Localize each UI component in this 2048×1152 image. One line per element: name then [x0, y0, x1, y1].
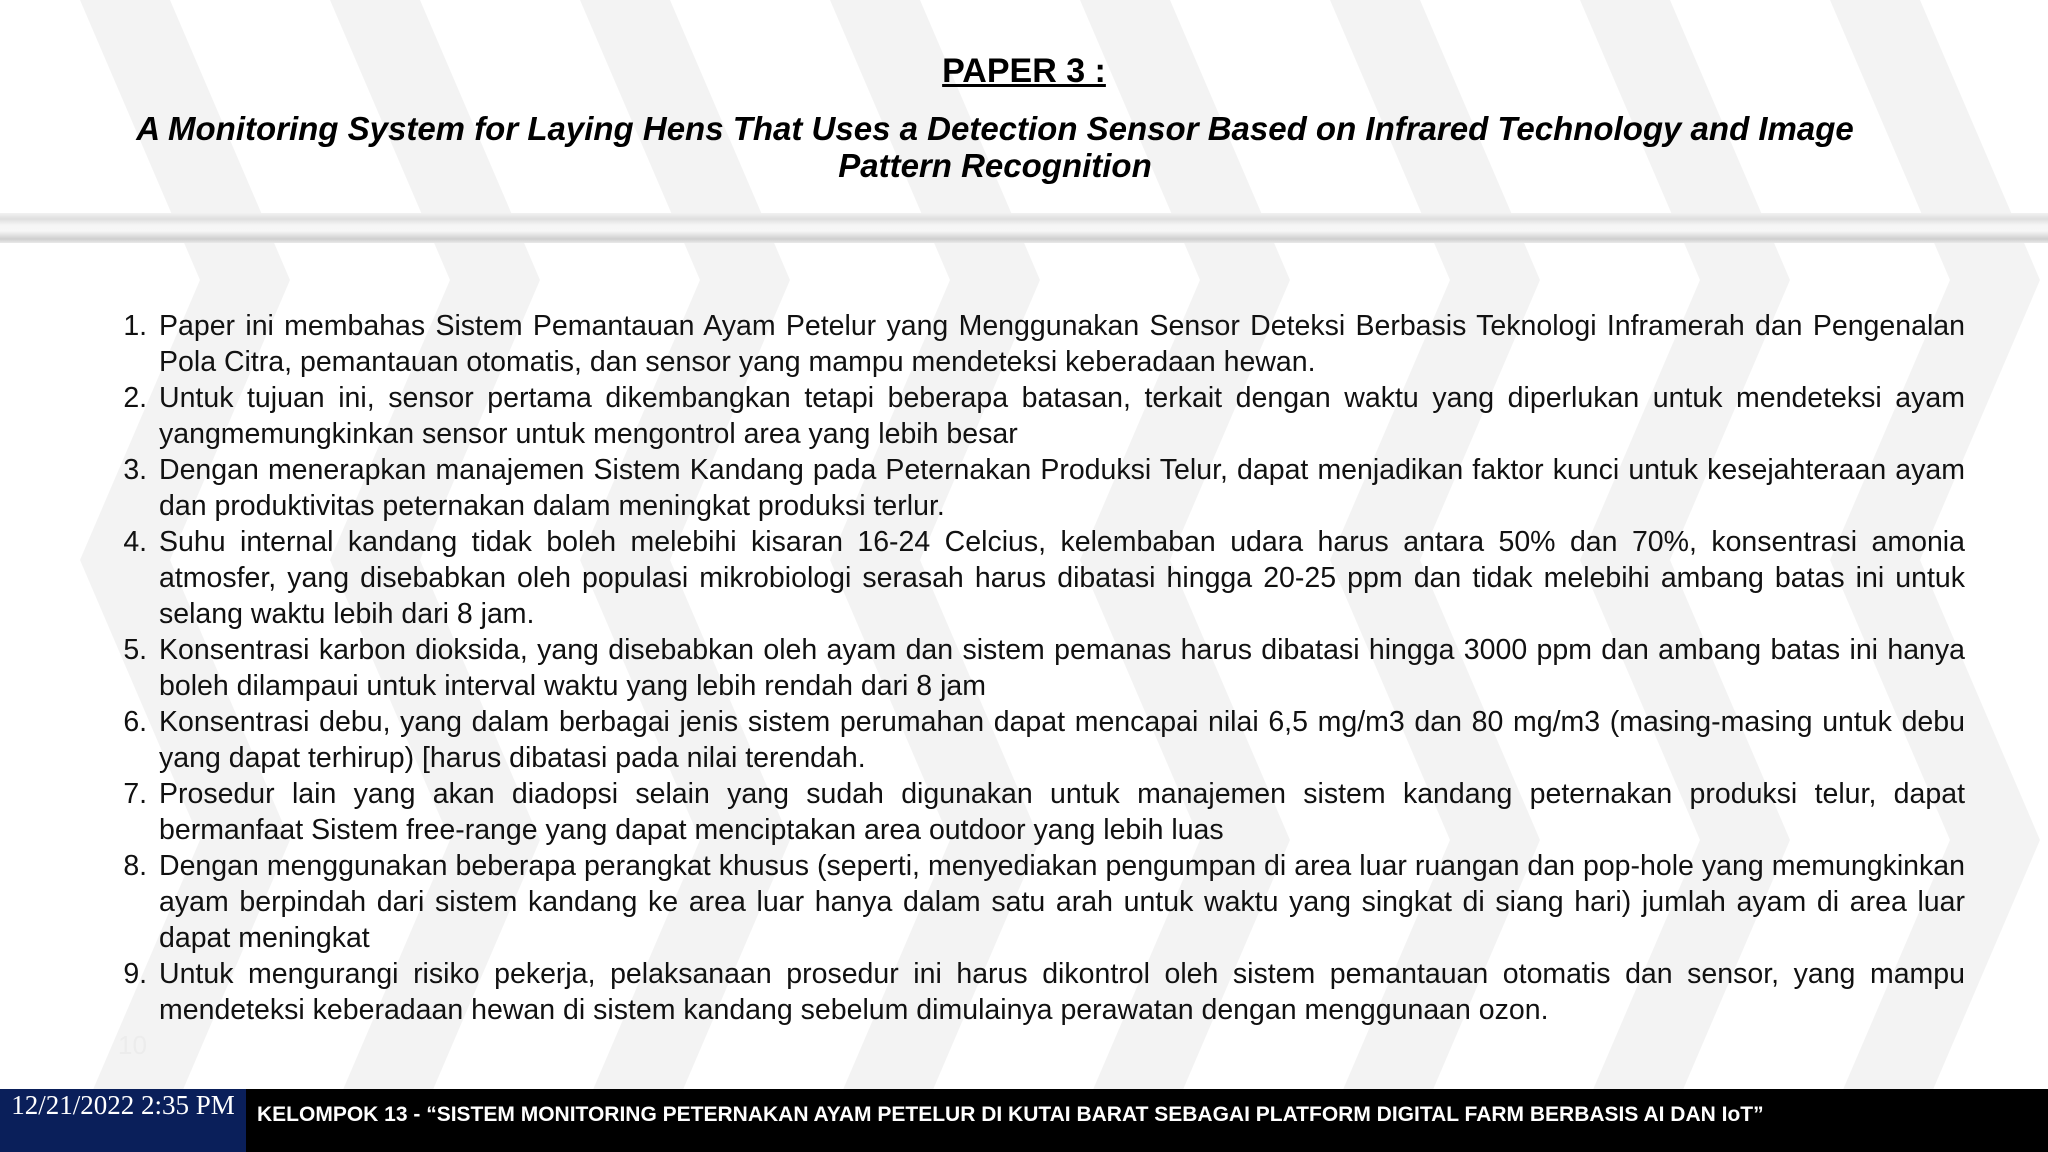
list-item: 3. Dengan menerapkan manajemen Sistem Kandang pada Peternakan Produksi Telur, dapat menjadikan faktor kunci untuk kesejahteraan ayam dan produktivitas peternakan dalam meningkat produksi terlur. — [155, 452, 1965, 524]
list-item: 8. Dengan menggunakan beberapa perangkat khusus (seperti, menyediakan pengumpan di area luar ruangan dan pop-hole yang memungkinkan ayam berpindah dari sistem kandang ke area luar hanya dalam satu arah untuk waktu yang singkat di siang hari) jumlah ayam di area luar dapat meningkat — [155, 848, 1965, 956]
slide-title: PAPER 3 : — [942, 52, 1106, 90]
footer-datetime: 12/21/2022 2:35 PM — [0, 1089, 246, 1152]
list-item: 9. Untuk mengurangi risiko pekerja, pelaksanaan prosedur ini harus dikontrol oleh sistem pemantauan otomatis dan sensor, yang mampu mendeteksi keberadaan hewan di sistem kandang sebelum dimulainya perawatan dengan menggunaan ozon. — [155, 956, 1965, 1028]
footer-bar — [0, 1089, 2048, 1152]
header-divider-band — [0, 213, 2048, 243]
paper-title: A Monitoring System for Laying Hens That Uses a Detection Sensor Based on Infrared Technology and Image Pattern Recognition — [136, 110, 1854, 184]
summary-list — [116, 308, 1965, 1028]
page-number: 10 — [118, 1030, 147, 1060]
footer-caption: KELOMPOK 13 - “SISTEM MONITORING PETERNAKAN AYAM PETELUR DI KUTAI BARAT SEBAGAI PLATFORM DIGITAL FARM BERBASIS AI DAN IoT” — [257, 1103, 1764, 1126]
list-item: 4. Suhu internal kandang tidak boleh melebihi kisaran 16-24 Celcius, kelembaban udara harus antara 50% dan 70%, konsentrasi amonia atmosfer, yang disebabkan oleh populasi mikrobiologi serasah harus dibatasi hingga 20-25 ppm dan tidak melebihi ambang batas ini untuk selang waktu lebih dari 8 jam. — [155, 524, 1965, 632]
list-item: 1. Paper ini membahas Sistem Pemantauan Ayam Petelur yang Menggunakan Sensor Deteksi Berbasis Teknologi Inframerah dan Pengenalan Pola Citra, pemantauan otomatis, dan sensor yang mampu mendeteksi keberadaan hewan. — [155, 308, 1965, 380]
list-item: 7. Prosedur lain yang akan diadopsi selain yang sudah digunakan untuk manajemen sistem kandang peternakan produksi telur, dapat bermanfaat Sistem free-range yang dapat menciptakan area outdoor yang lebih luas — [155, 776, 1965, 848]
list-item: 2. Untuk tujuan ini, sensor pertama dikembangkan tetapi beberapa batasan, terkait dengan waktu yang diperlukan untuk mendeteksi ayam yangmemungkinkan sensor untuk mengontrol area yang lebih besar — [155, 380, 1965, 452]
list-item: 5. Konsentrasi karbon dioksida, yang disebabkan oleh ayam dan sistem pemanas harus dibatasi hingga 3000 ppm dan ambang batas ini hanya boleh dilampaui untuk interval waktu yang lebih rendah dari 8 jam — [155, 632, 1965, 704]
list-item: 6. Konsentrasi debu, yang dalam berbagai jenis sistem perumahan dapat mencapai nilai 6,5 mg/m3 dan 80 mg/m3 (masing-masing untuk debu yang dapat terhirup) [harus dibatasi pada nilai terendah. — [155, 704, 1965, 776]
